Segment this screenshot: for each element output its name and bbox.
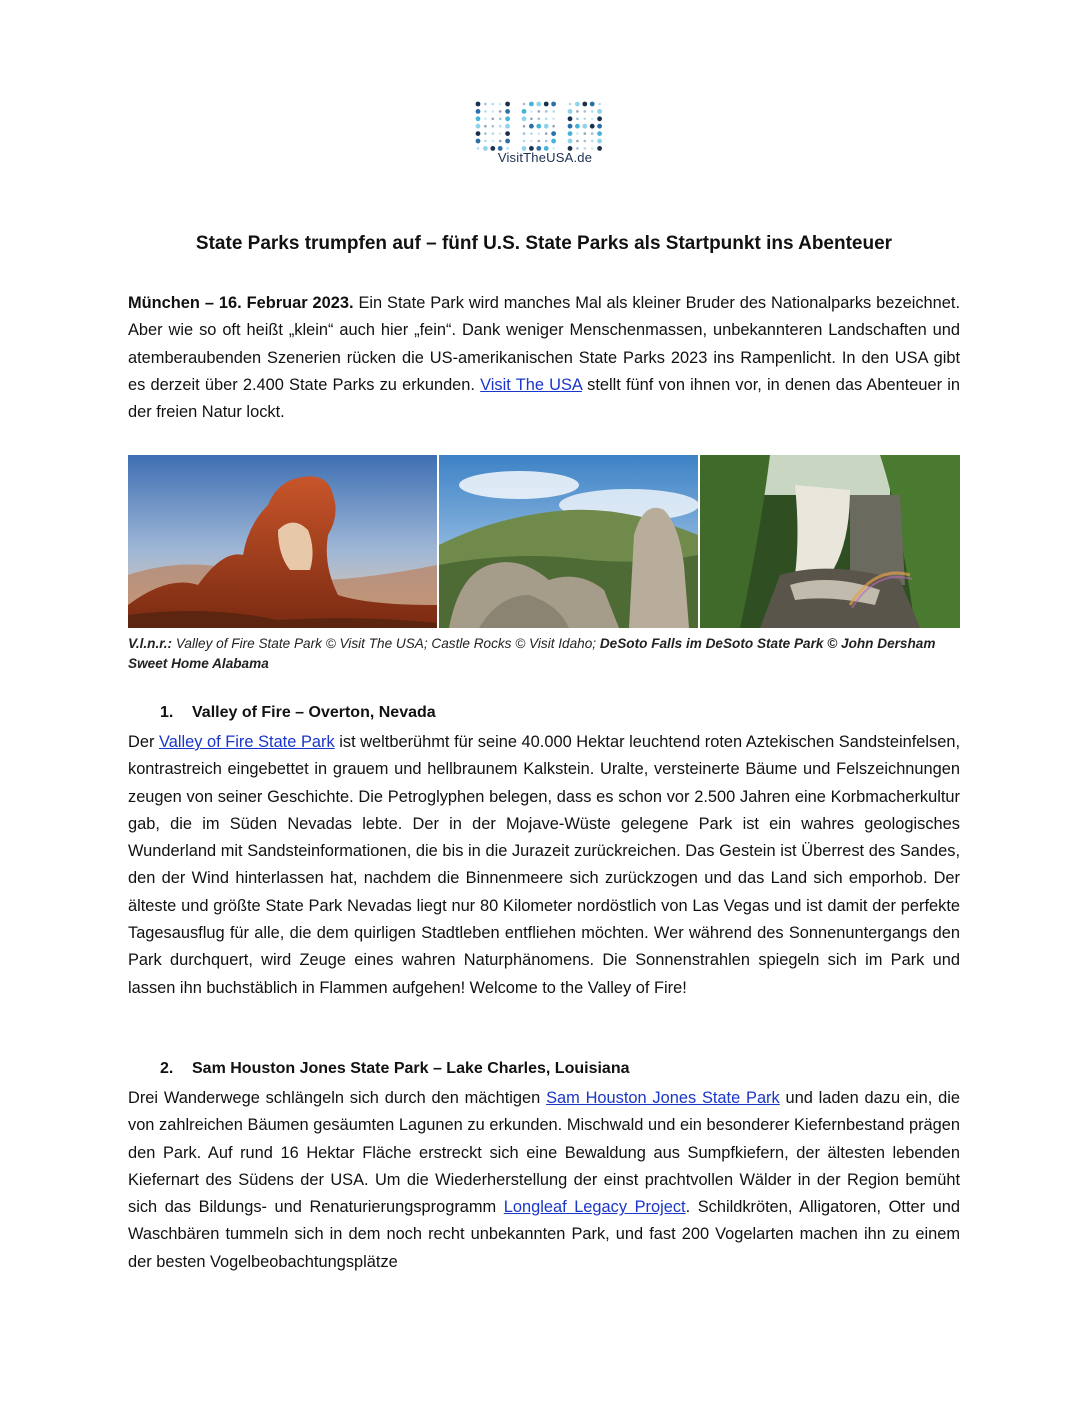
logo-dot <box>538 118 541 121</box>
logo-dot <box>505 109 510 114</box>
logo-dot <box>597 109 602 114</box>
logo-dot <box>484 140 487 143</box>
logo-dot <box>538 140 541 143</box>
logo-dot <box>545 118 548 121</box>
logo-dot <box>591 118 594 121</box>
logo-dot <box>523 103 526 106</box>
logo-dot <box>523 132 526 135</box>
logo-dot <box>492 125 495 128</box>
logo-dot <box>538 132 541 135</box>
section-2-paragraph <box>128 1085 960 1276</box>
logo-dot <box>590 102 595 107</box>
photo-strip <box>128 455 960 628</box>
logo-dot <box>597 139 602 144</box>
logo-dot <box>590 124 595 129</box>
logo-dot <box>568 124 573 129</box>
logo-dot <box>529 102 534 107</box>
logo-dot <box>499 140 502 143</box>
logo-dot <box>575 124 580 129</box>
intro-dateline: München – 16. Februar 2023. <box>128 294 354 312</box>
logo-dot <box>484 125 487 128</box>
logo-dot <box>597 116 602 121</box>
logo-dot <box>576 118 579 121</box>
photo-caption <box>128 634 960 674</box>
logo-dot <box>552 125 555 128</box>
logo-dot <box>505 139 510 144</box>
logo-dot <box>582 102 587 107</box>
section-1-heading <box>160 704 436 722</box>
valley-of-fire-link[interactable]: Valley of Fire State Park <box>159 733 335 751</box>
logo-dot <box>499 125 502 128</box>
logo-dot <box>591 110 594 113</box>
intro-text-end: stellt fünf von ihnen vor, in denen das Abenteuer in der freien Natur lockt. <box>128 375 960 422</box>
logo-dot <box>569 103 572 106</box>
logo-dot <box>522 109 527 114</box>
logo-dot <box>476 124 481 129</box>
logo-dot <box>591 132 594 135</box>
logo-dot <box>505 131 510 136</box>
section-1-text-start: Der <box>128 733 159 751</box>
logo-dot <box>576 140 579 143</box>
logo-dot <box>476 102 481 107</box>
logo-dot <box>575 102 580 107</box>
logo-dot <box>598 103 601 106</box>
logo-dot <box>551 139 556 144</box>
logo-dot <box>568 139 573 144</box>
logo-dot <box>476 131 481 136</box>
logo-dot <box>538 110 541 113</box>
logo-dot <box>536 124 541 129</box>
logo-dot <box>597 124 602 129</box>
section-2-number: 2. <box>160 1060 174 1077</box>
logo-dot <box>476 139 481 144</box>
logo-dot <box>499 103 502 106</box>
logo-dot <box>476 109 481 114</box>
logo-dot <box>582 124 587 129</box>
valley-of-fire-photo <box>128 455 437 628</box>
logo-dot <box>505 116 510 121</box>
section-2-text-middle: und laden dazu ein, die von zahlreichen Bäumen gesäumten Lagunen zu erkunden. Mischwald und ein besonderer Kiefernbestand prägen den Park. Auf rund 16 Hektar Fläche erstreckt sich eine Bewaldung aus Sumpfkiefern, der ältesten lebenden Kiefernart des Südens der USA. Um die Wiederherstellung der einst prachtvollen Wälder in der Region bemüht sich das Bildungs- und Renaturierungsprogramm <box>128 1089 960 1217</box>
desoto-falls-photo <box>700 455 960 628</box>
caption-prefix: V.l.n.r.: <box>128 636 173 651</box>
longleaf-legacy-link[interactable]: Longleaf Legacy Project <box>503 1198 686 1217</box>
logo-dot <box>597 131 602 136</box>
logo-dot <box>551 102 556 107</box>
logo-dot <box>484 103 487 106</box>
logo-dot <box>529 124 534 129</box>
sam-houston-jones-link[interactable]: Sam Houston Jones State Park <box>546 1089 780 1107</box>
castle-rocks-photo <box>439 455 698 628</box>
logo-dot <box>530 118 533 121</box>
logo-dot <box>492 110 495 113</box>
page-title: State Parks trumpfen auf – fünf U.S. State Parks als Startpunkt ins Abenteuer <box>195 233 893 254</box>
logo-dot <box>545 110 548 113</box>
logo-dot <box>492 132 495 135</box>
caption-part2: DeSoto Falls im DeSoto State Park © John Dersham Sweet Home Alabama <box>128 636 936 671</box>
visit-the-usa-link[interactable]: Visit The USA <box>480 375 582 394</box>
logo-caption: VisitTheUSA.de <box>497 150 593 165</box>
logo-dot <box>505 124 510 129</box>
logo-dot <box>544 124 549 129</box>
logo-dot <box>584 140 587 143</box>
logo-dot <box>492 103 495 106</box>
logo-dot <box>576 132 579 135</box>
logo-dot <box>576 110 579 113</box>
logo-dot <box>536 102 541 107</box>
logo-dot <box>484 110 487 113</box>
logo-dot <box>499 110 502 113</box>
logo-dot <box>545 140 548 143</box>
logo-dot <box>584 132 587 135</box>
section-2-text-end: . Schildkröten, Alligatoren, Otter und Waschbären tummeln sich in dem noch recht unbekannten Park, und fast 200 Vogelarten machen ihn zu einem der besten Vogelbeobachtungsplätze <box>128 1198 960 1271</box>
logo-dot <box>530 140 533 143</box>
logo-dot <box>568 116 573 121</box>
logo-dot <box>568 131 573 136</box>
logo-dot <box>584 110 587 113</box>
logo-dot <box>522 116 527 121</box>
logo-dot <box>505 102 510 107</box>
logo-dot <box>492 140 495 143</box>
logo-dot <box>584 118 587 121</box>
section-1-title: Valley of Fire – Overton, Nevada <box>192 704 436 721</box>
logo-dot <box>484 132 487 135</box>
logo-dot <box>591 140 594 143</box>
section-1-paragraph <box>128 729 960 1002</box>
section-2-heading <box>160 1060 629 1078</box>
logo-dot <box>551 131 556 136</box>
logo-dot <box>552 110 555 113</box>
logo-dot <box>484 118 487 121</box>
logo-dot <box>545 132 548 135</box>
logo-dot <box>568 109 573 114</box>
logo-dot <box>492 118 495 121</box>
logo-dot <box>499 132 502 135</box>
intro-text: Ein State Park wird manches Mal als kleiner Bruder des Nationalparks bezeichnet. Aber wie so oft heißt „klein“ auch hier „fein“. Dank weniger Menschenmassen, unbekannteren Landschaften und atemberaubenden Szenerien rücken die US-amerikanischen State Parks 2023 ins Rampenlicht. In den USA gibt es derzeit über 2.400 State Parks zu erkunden. <box>128 294 960 394</box>
section-2-title: Sam Houston Jones State Park – Lake Charles, Louisiana <box>192 1060 630 1077</box>
logo-dot <box>523 125 526 128</box>
logo-dot <box>552 118 555 121</box>
logo-dot <box>544 102 549 107</box>
section-1-number: 1. <box>160 704 174 721</box>
intro-paragraph <box>128 290 960 426</box>
logo-dot <box>499 118 502 121</box>
logo-dot <box>476 116 481 121</box>
logo-dot <box>530 132 533 135</box>
logo-dot <box>523 140 526 143</box>
section-1-text: ist weltberühmt für seine 40.000 Hektar leuchtend roten Aztekischen Sandsteinfelsen, kontrastreich eingebettet in grauem und hellbraunem Kalkstein. Uralte, versteinerte Bäume und Felszeichnungen zeugen von seiner Geschichte. Die Petroglyphen belegen, dass es schon vor 2.500 Jahren eine Korbmacherkultur gab, die im Süden Nevadas lebte. Der in der Mojave-Wüste gelegene Park ist ein wahres geologisches Wunderland mit Sandsteinformationen, die bis in die Jurazeit zurückreichen. Das Gestein ist Überrest des Sandes, den der Wind hinterlassen hat, nachdem die Binnenmeere sich zurückzogen und das Land sich emporhob. Der älteste und größte State Park Nevadas liegt nur 80 Kilometer nordöstlich von Las Vegas und ist damit der perfekte Tagesausflug für alle, die dem quirligen Stadtleben entfliehen möchten. Wer während des Sonnenuntergangs den Park durchquert, wird Zeuge eines wahren Naturphänomens. Die Sonnenstrahlen spiegeln sich im Park und lassen ihn buchstäblich in Flammen aufgehen! Welcome to the Valley of Fire! <box>128 733 960 997</box>
logo-dot <box>530 110 533 113</box>
section-2-text-start: Drei Wanderwege schlängeln sich durch den mächtigen <box>128 1089 547 1107</box>
caption-part1: Valley of Fire State Park © Visit The USA; Castle Rocks © Visit Idaho; <box>172 636 600 651</box>
